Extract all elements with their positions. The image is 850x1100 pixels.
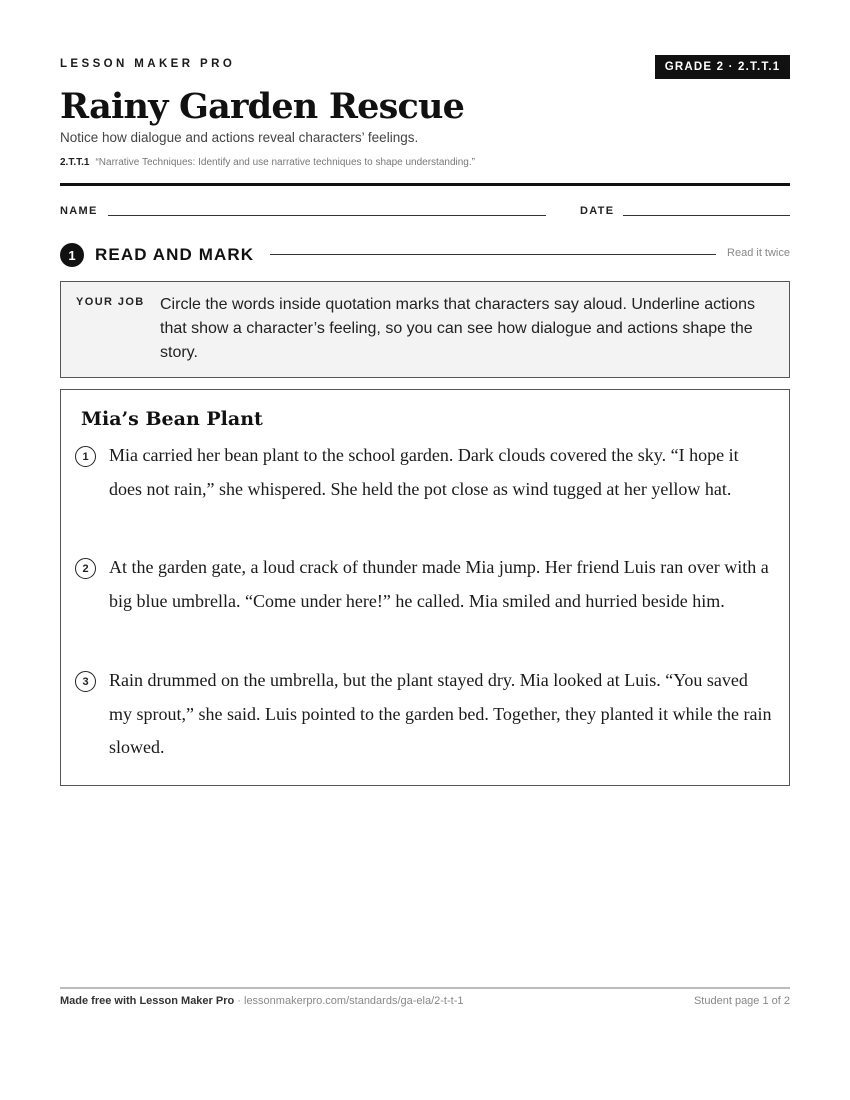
footer-page-number: Student page 1 of 2 xyxy=(693,995,790,1007)
job-text: Circle the words inside quotation marks that characters say aloud. Underline actions that show a character’s feeling, so you can see how dialogue and actions shape the story. xyxy=(160,296,755,361)
section-title: READ AND MARK xyxy=(95,245,255,264)
story-title: Mia’s Bean Plant xyxy=(81,408,263,430)
footer-divider xyxy=(60,987,790,989)
name-label: NAME xyxy=(60,205,98,217)
paragraph-text: Mia carried her bean plant to the school garden. Dark clouds covered the sky. “I hope it does not rain,” she whispered. She held the pot close as wind tugged at her yellow hat. xyxy=(109,445,739,499)
name-field[interactable] xyxy=(108,215,546,216)
paragraph-text: At the garden gate, a loud crack of thunder made Mia jump. Her friend Luis ran over with a big blue umbrella. “Come under here!” he called. Mia smiled and hurried beside him. xyxy=(109,557,769,611)
brand-name: LESSON MAKER PRO xyxy=(60,58,236,70)
story-box xyxy=(60,389,790,786)
section-number-badge: 1 xyxy=(60,243,84,267)
header-divider xyxy=(60,183,790,186)
worksheet-subtitle: Notice how dialogue and actions reveal characters’ feelings. xyxy=(60,130,419,145)
standard-code: 2.T.T.1 xyxy=(60,157,90,168)
paragraph-number-icon: 3 xyxy=(75,671,96,692)
job-label: YOUR JOB xyxy=(76,296,145,308)
footer-credit xyxy=(60,995,463,1007)
standard-text: “Narrative Techniques: Identify and use narrative techniques to shape understanding.” xyxy=(95,157,475,168)
worksheet-title: Rainy Garden Rescue xyxy=(60,86,465,127)
section-divider xyxy=(270,254,716,255)
date-field[interactable] xyxy=(623,215,790,216)
date-label: DATE xyxy=(580,205,615,217)
section-hint: Read it twice xyxy=(727,247,790,259)
grade-badge: GRADE 2 · 2.T.T.1 xyxy=(655,55,790,79)
footer-made-with: Made free with Lesson Maker Pro xyxy=(60,995,235,1007)
standard-line xyxy=(60,157,475,168)
paragraph-number-icon: 2 xyxy=(75,558,96,579)
job-instructions-box xyxy=(60,281,790,378)
paragraph-text: Rain drummed on the umbrella, but the plant stayed dry. Mia looked at Luis. “You saved my sprout,” she said. Luis pointed to the garden bed. Together, they planted it while the rain slowed. xyxy=(109,670,772,757)
footer-url: · lessonmakerpro.com/standards/ga-ela/2-t-t-1 xyxy=(234,995,464,1007)
paragraph-number-icon: 1 xyxy=(75,446,96,467)
